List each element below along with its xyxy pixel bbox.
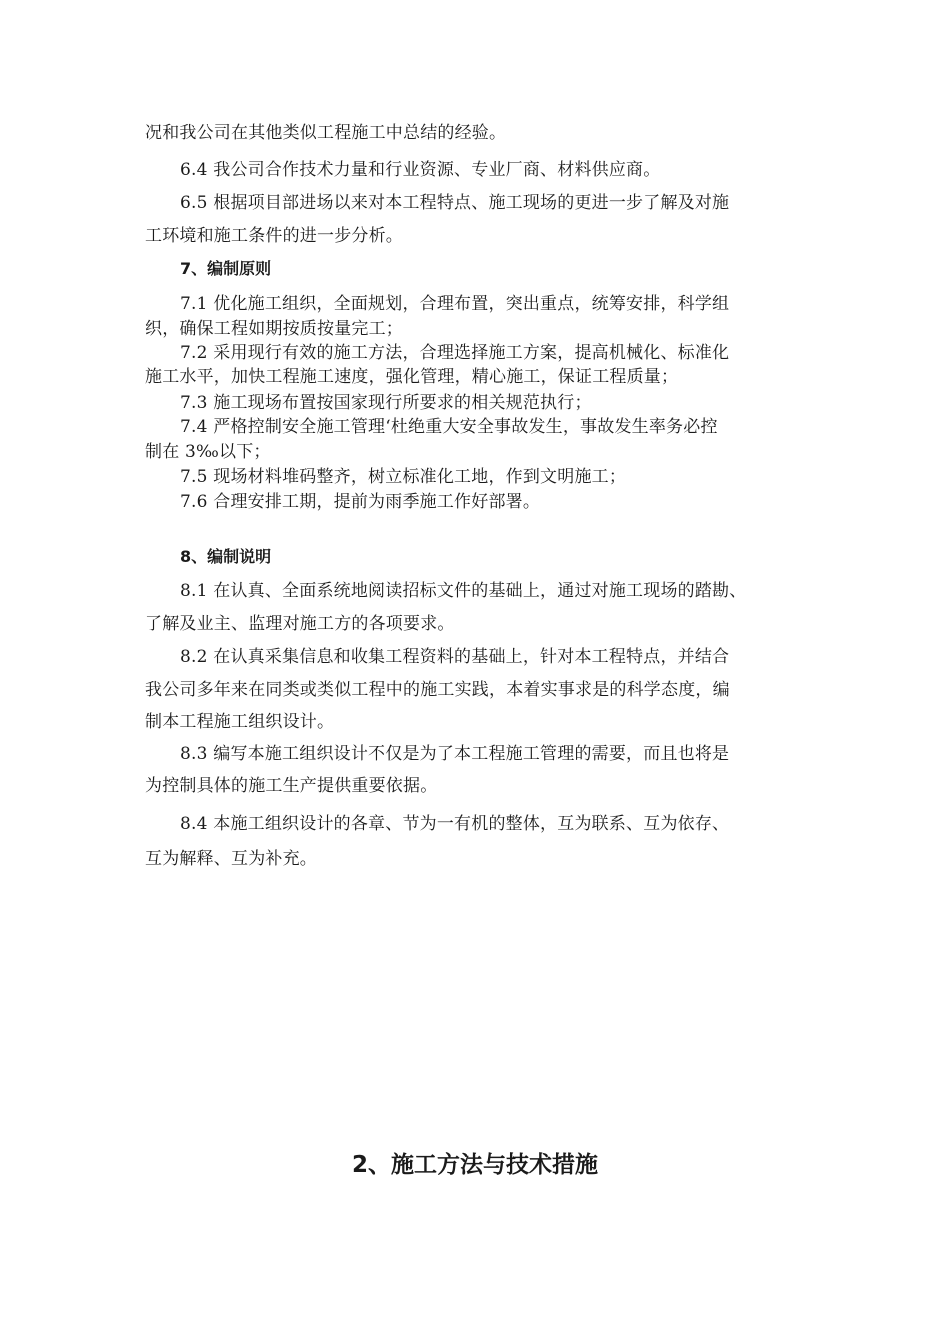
- section-heading-8: 8、编制说明: [180, 547, 272, 566]
- paragraph-line: 施工水平，加快工程施工速度，强化管理，精心施工，保证工程质量；: [145, 367, 679, 387]
- paragraph-line: 为控制具体的施工生产提供重要依据。: [145, 776, 438, 796]
- paragraph-line: 制本工程施工组织设计。: [145, 712, 335, 732]
- section-heading-7: 7、编制原则: [180, 259, 272, 278]
- paragraph-line: 织，确保工程如期按质按量完工；: [145, 319, 403, 339]
- paragraph-line: 6.4 我公司合作技术力量和行业资源、专业厂商、材料供应商。: [180, 160, 661, 180]
- paragraph-line: 工环境和施工条件的进一步分析。: [145, 226, 403, 246]
- paragraph-line: 我公司多年来在同类或类似工程中的施工实践，本着实事求是的科学态度，编: [145, 680, 730, 700]
- paragraph-line: 7.5 现场材料堆码整齐，树立标准化工地，作到文明施工；: [180, 467, 627, 487]
- paragraph-line: 7.2 采用现行有效的施工方法，合理选择施工方案，提高机械化、标准化: [180, 343, 730, 363]
- paragraph-line: 互为解释、互为补充。: [145, 849, 317, 869]
- paragraph-line: 8.2 在认真采集信息和收集工程资料的基础上，针对本工程特点，并结合: [180, 647, 730, 667]
- paragraph-line: 8.3 编写本施工组织设计不仅是为了本工程施工管理的需要，而且也将是: [180, 744, 730, 764]
- paragraph-line: 6.5 根据项目部进场以来对本工程特点、施工现场的更进一步了解及对施: [180, 193, 730, 213]
- paragraph-line: 况和我公司在其他类似工程施工中总结的经验。: [145, 123, 507, 143]
- paragraph-line: 7.3 施工现场布置按国家现行所要求的相关规范执行；: [180, 393, 592, 413]
- paragraph-line: 7.4 严格控制安全施工管理‘杜绝重大安全事故发生，事故发生率务必控: [180, 417, 718, 437]
- paragraph-line: 了解及业主、监理对施工方的各项要求。: [145, 614, 455, 634]
- paragraph-line: 制在 3‰以下；: [145, 442, 271, 462]
- paragraph-line: 7.6 合理安排工期，提前为雨季施工作好部署。: [180, 492, 541, 512]
- chapter-title: 2、施工方法与技术措施: [351, 1152, 598, 1178]
- paragraph-line: 7.1 优化施工组织，全面规划，合理布置，突出重点，统筹安排，科学组: [180, 294, 730, 314]
- paragraph-line: 8.1 在认真、全面系统地阅读招标文件的基础上，通过对施工现场的踏勘、: [180, 581, 747, 601]
- paragraph-line: 8.4 本施工组织设计的各章、节为一有机的整体，互为联系、互为依存、: [180, 814, 730, 834]
